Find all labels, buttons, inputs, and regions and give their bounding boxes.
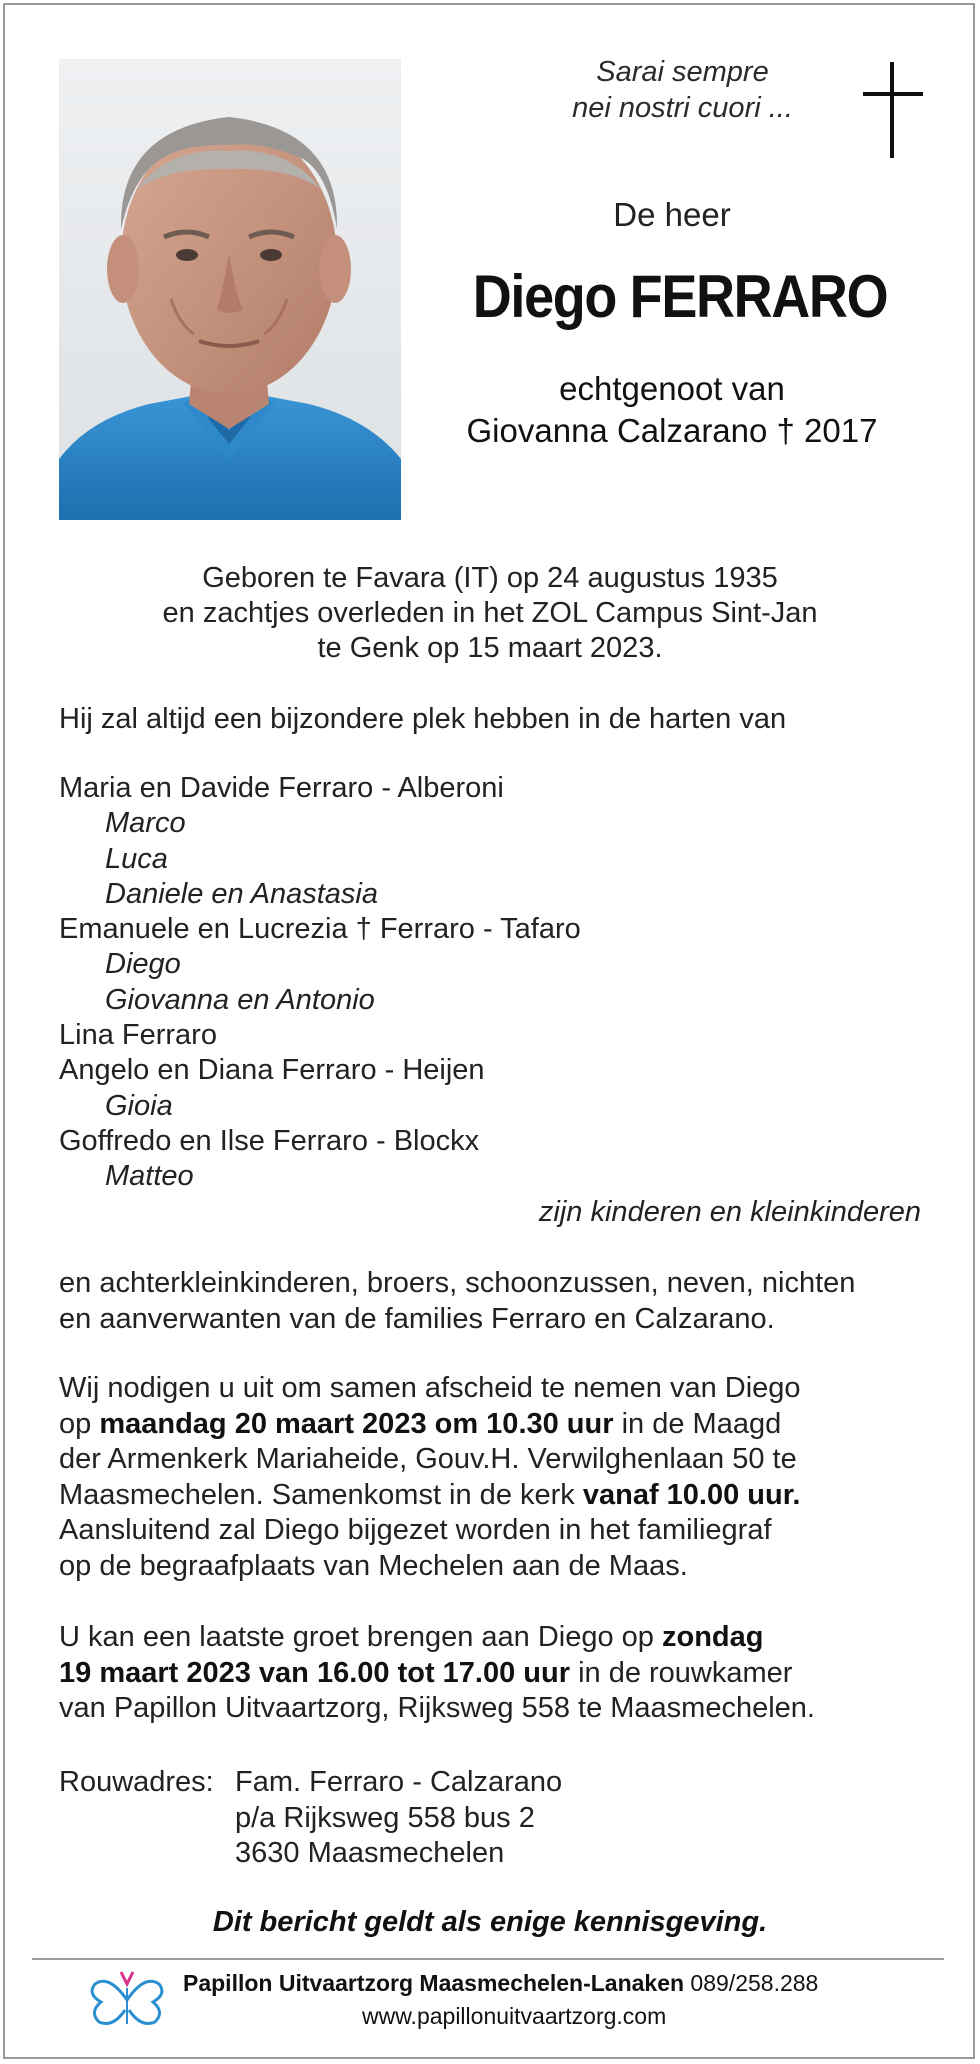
spouse-info xyxy=(420,368,924,452)
portrait-photo xyxy=(59,59,401,520)
funeral-line: Aansluitend zal Diego bijgezet worden in het familiegraf xyxy=(59,1514,772,1546)
motto-line: Sarai sempre xyxy=(596,56,769,88)
birth-line: Geboren te Favara (IT) op 24 augustus 1935 xyxy=(202,562,778,594)
grandchild-entry: Daniele en Anastasia xyxy=(105,877,378,910)
grandchild-entry: Luca xyxy=(105,842,168,875)
spouse-line: Giovanna Calzarano † 2017 xyxy=(466,412,878,449)
family-closing: zijn kinderen en kleinkinderen xyxy=(538,1195,921,1228)
relatives-line: en achterkleinkinderen, broers, schoonzussen, neven, nichten xyxy=(59,1267,856,1299)
visitation-line: van Papillon Uitvaartzorg, Rijksweg 558 te Maasmechelen. xyxy=(59,1692,815,1724)
motto xyxy=(540,54,825,126)
relatives-line: en aanverwanten van de families Ferraro en Calzarano. xyxy=(59,1302,775,1335)
child-entry: Emanuele en Lucrezia † Ferraro - Tafaro xyxy=(59,913,581,946)
birth-death-info xyxy=(59,561,921,666)
address-line: p/a Rijksweg 558 bus 2 xyxy=(235,1801,535,1834)
child-entry: Maria en Davide Ferraro - Alberoni xyxy=(59,772,504,804)
child-entry: Goffredo en Ilse Ferraro - Blockx xyxy=(59,1124,480,1157)
funeral-company-phone: 089/258.288 xyxy=(684,1970,819,1996)
spouse-line: echtgenoot van xyxy=(559,370,785,407)
notice-statement: Dit bericht geldt als enige kennisgeving. xyxy=(212,1906,768,1938)
funeral-line: der Armenkerk Mariaheide, Gouv.H. Verwilghenlaan 50 te xyxy=(59,1443,797,1475)
cross-icon xyxy=(863,62,923,158)
relatives-paragraph xyxy=(59,1266,939,1337)
grandchild-entry: Diego xyxy=(105,948,181,981)
child-entry: Lina Ferraro xyxy=(59,1019,217,1052)
motto-line: nei nostri cuori ... xyxy=(572,92,793,124)
family-intro: Hij zal altijd een bijzondere plek hebben in de harten van xyxy=(59,703,787,735)
visitation-paragraph xyxy=(59,1620,939,1727)
funeral-paragraph xyxy=(59,1371,939,1584)
funeral-company-website[interactable]: www.papillonuitvaartzorg.com xyxy=(362,2003,667,2029)
funeral-line: op de begraafplaats van Mechelen aan de Maas. xyxy=(59,1549,688,1582)
footer-divider xyxy=(32,1958,944,1960)
visitation-line: U kan een laatste groet brengen aan Diego op zondag xyxy=(59,1621,764,1653)
funeral-company-name: Papillon Uitvaartzorg Maasmechelen-Lanaken xyxy=(183,1970,685,1996)
birth-line: te Genk op 15 maart 2023. xyxy=(317,632,663,664)
funeral-line: Maasmechelen. Samenkomst in de kerk vanaf 10.00 uur. xyxy=(59,1478,801,1511)
family-list xyxy=(59,771,939,1230)
grandchild-entry: Matteo xyxy=(105,1160,194,1193)
deceased-name: Diego FERRARO xyxy=(472,263,888,330)
funeral-line: Wij nodigen u uit om samen afscheid te nemen van Diego xyxy=(59,1372,801,1404)
grandchild-entry: Giovanna en Antonio xyxy=(105,983,375,1016)
funeral-date: maandag 20 maart 2023 om 10.30 uur xyxy=(99,1407,614,1440)
grandchild-entry: Gioia xyxy=(105,1089,173,1122)
child-entry: Angelo en Diana Ferraro - Heijen xyxy=(59,1054,485,1087)
butterfly-logo-icon xyxy=(87,1966,167,2028)
funeral-company-line xyxy=(183,1970,818,1997)
birth-line: en zachtjes overleden in het ZOL Campus Sint-Jan xyxy=(162,597,818,629)
address-line: 3630 Maasmechelen xyxy=(235,1837,505,1869)
grandchild-entry: Marco xyxy=(105,807,186,840)
salutation: De heer xyxy=(613,196,731,233)
gathering-time: vanaf 10.00 uur. xyxy=(582,1478,801,1511)
address-label: Rouwadres: xyxy=(59,1766,214,1798)
funeral-line: op maandag 20 maart 2023 om 10.30 uur in de Maagd xyxy=(59,1407,782,1440)
address-line: Fam. Ferraro - Calzarano xyxy=(235,1766,563,1798)
visitation-time: 19 maart 2023 van 16.00 tot 17.00 uur xyxy=(59,1656,571,1689)
visitation-line: 19 maart 2023 van 16.00 tot 17.00 uur in de rouwkamer xyxy=(59,1656,793,1689)
mourning-address xyxy=(59,1765,562,1872)
